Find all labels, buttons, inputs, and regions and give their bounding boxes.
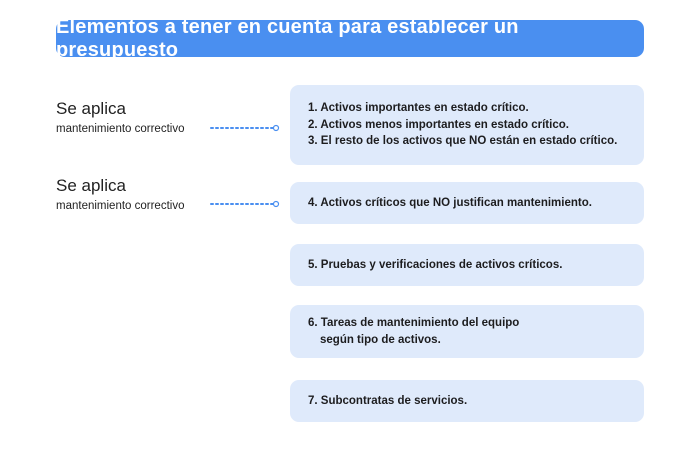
label-main-2: Se aplica <box>56 176 126 195</box>
title-banner <box>56 15 644 61</box>
diagram-title: Elementos a tener en cuenta para establecer un presupuesto <box>56 15 519 61</box>
box-4-line-1: 6. Tareas de mantenimiento del equipo <box>308 317 520 329</box>
budget-item-box-1 <box>290 85 644 165</box>
budget-item-box-2 <box>290 182 644 224</box>
budget-item-box-4 <box>290 305 644 358</box>
dotted-connector-1 <box>210 124 280 132</box>
label-group-1 <box>56 99 184 136</box>
budget-item-box-3 <box>290 244 644 286</box>
box-5-line-1: 7. Subcontratas de servicios. <box>308 394 468 407</box>
box-1-line-3: 3. El resto de los activos que NO están en estado crítico. <box>308 135 618 148</box>
box-2-line-1: 4. Activos críticos que NO justifican mantenimiento. <box>308 196 592 209</box>
box-1-line-2: 2. Activos menos importantes en estado crítico. <box>308 118 569 131</box>
box-3-line-1: 5. Pruebas y verificaciones de activos críticos. <box>308 258 563 271</box>
dotted-connector-2 <box>210 200 280 208</box>
label-main-1: Se aplica <box>56 99 126 118</box>
label-sub-2: mantenimiento correctivo <box>56 200 185 212</box>
box-1-line-1: 1. Activos importantes en estado crítico. <box>308 102 529 115</box>
label-group-2 <box>56 176 184 213</box>
budget-item-box-5 <box>290 380 644 422</box>
label-sub-1: mantenimiento correctivo <box>56 123 185 135</box>
box-4-line-2: según tipo de activos. <box>320 333 441 346</box>
